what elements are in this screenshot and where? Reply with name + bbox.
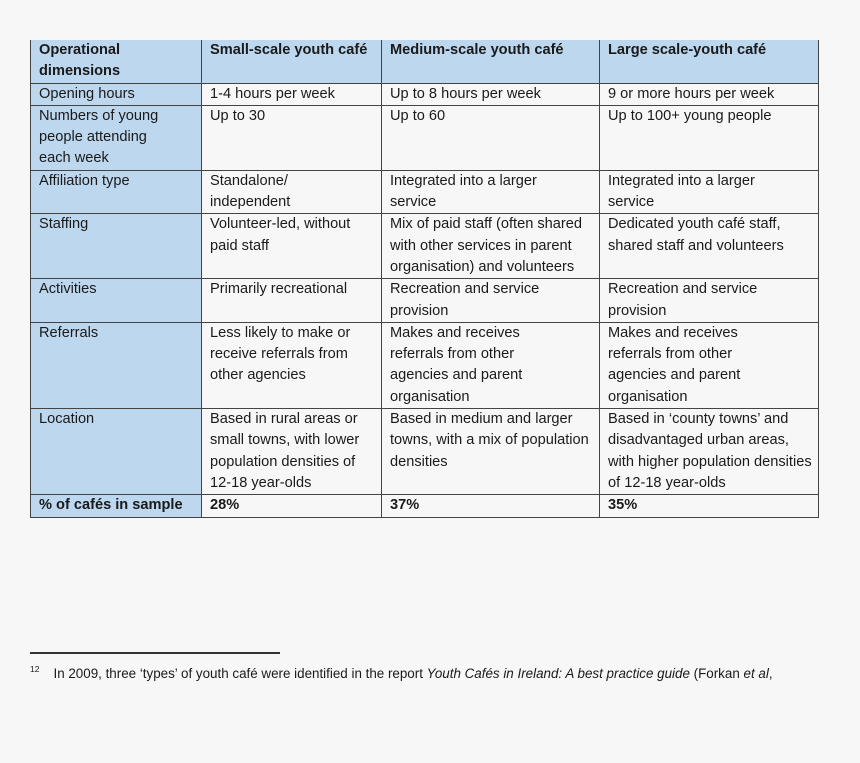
cell-medium: Based in medium and larger towns, with a mix of population densities [382, 409, 600, 495]
footnote-divider [30, 652, 280, 654]
row-label: % of cafés in sample [31, 495, 202, 517]
cell-small: Up to 30 [202, 105, 382, 170]
cell-small: Volunteer-led, without paid staff [202, 214, 382, 279]
cell-small: 28% [202, 495, 382, 517]
cell-large: Recreation and service provision [600, 279, 819, 323]
cell-medium: Makes and receives referrals from other agencies and parent organisation [382, 322, 600, 408]
cell-large: Integrated into a larger service [600, 170, 819, 214]
table-row [31, 214, 819, 279]
cell-small: Less likely to make or receive referrals from other agencies [202, 322, 382, 408]
table-row [31, 105, 819, 170]
row-label: Opening hours [31, 83, 202, 105]
footnote-text-end: , [768, 666, 773, 681]
row-label: Referrals [31, 322, 202, 408]
cell-medium: Mix of paid staff (often shared with other services in parent organisation) and volunteers [382, 214, 600, 279]
table-total-row [31, 495, 819, 517]
header-dimensions: Operational dimensions [31, 40, 202, 83]
table-row [31, 279, 819, 323]
cell-large: 35% [600, 495, 819, 517]
row-label: Location [31, 409, 202, 495]
table-header-row [31, 40, 819, 83]
row-label: Staffing [31, 214, 202, 279]
cell-small: 1-4 hours per week [202, 83, 382, 105]
cell-medium: 37% [382, 495, 600, 517]
row-label: Numbers of young people attending each week [31, 105, 202, 170]
row-label: Affiliation type [31, 170, 202, 214]
table-row [31, 83, 819, 105]
cell-small: Primarily recreational [202, 279, 382, 323]
cell-large: Up to 100+ young people [600, 105, 819, 170]
footnote-report-title: Youth Cafés in Ireland: A best practice guide [426, 666, 690, 681]
cell-large: Based in ‘county towns’ and disadvantaged urban areas, with higher population densities of 12-18 year-olds [600, 409, 819, 495]
table-row [31, 170, 819, 214]
footnote [30, 664, 773, 681]
footnote-text-middle: (Forkan [689, 666, 744, 681]
cell-small: Based in rural areas or small towns, with lower population densities of 12-18 year-olds [202, 409, 382, 495]
row-label: Activities [31, 279, 202, 323]
footnote-etal: et al [743, 666, 769, 681]
footnote-number: 12 [30, 664, 40, 674]
header-medium-scale: Medium-scale youth café [382, 40, 600, 83]
header-large-scale: Large scale-youth café [600, 40, 819, 83]
cell-medium: Up to 8 hours per week [382, 83, 600, 105]
cell-large: Makes and receives referrals from other agencies and parent organisation [600, 322, 819, 408]
cell-medium: Integrated into a larger service [382, 170, 600, 214]
cell-medium: Recreation and service provision [382, 279, 600, 323]
footnote-text: In 2009, three ‘types’ of youth café were identified in the report [53, 666, 427, 681]
cell-medium: Up to 60 [382, 105, 600, 170]
cell-large: Dedicated youth café staff, shared staff and volunteers [600, 214, 819, 279]
youth-cafe-types-table [30, 40, 819, 518]
cell-small: Standalone/ independent [202, 170, 382, 214]
header-small-scale: Small-scale youth café [202, 40, 382, 83]
table-row [31, 322, 819, 408]
cell-large: 9 or more hours per week [600, 83, 819, 105]
table-row [31, 409, 819, 495]
